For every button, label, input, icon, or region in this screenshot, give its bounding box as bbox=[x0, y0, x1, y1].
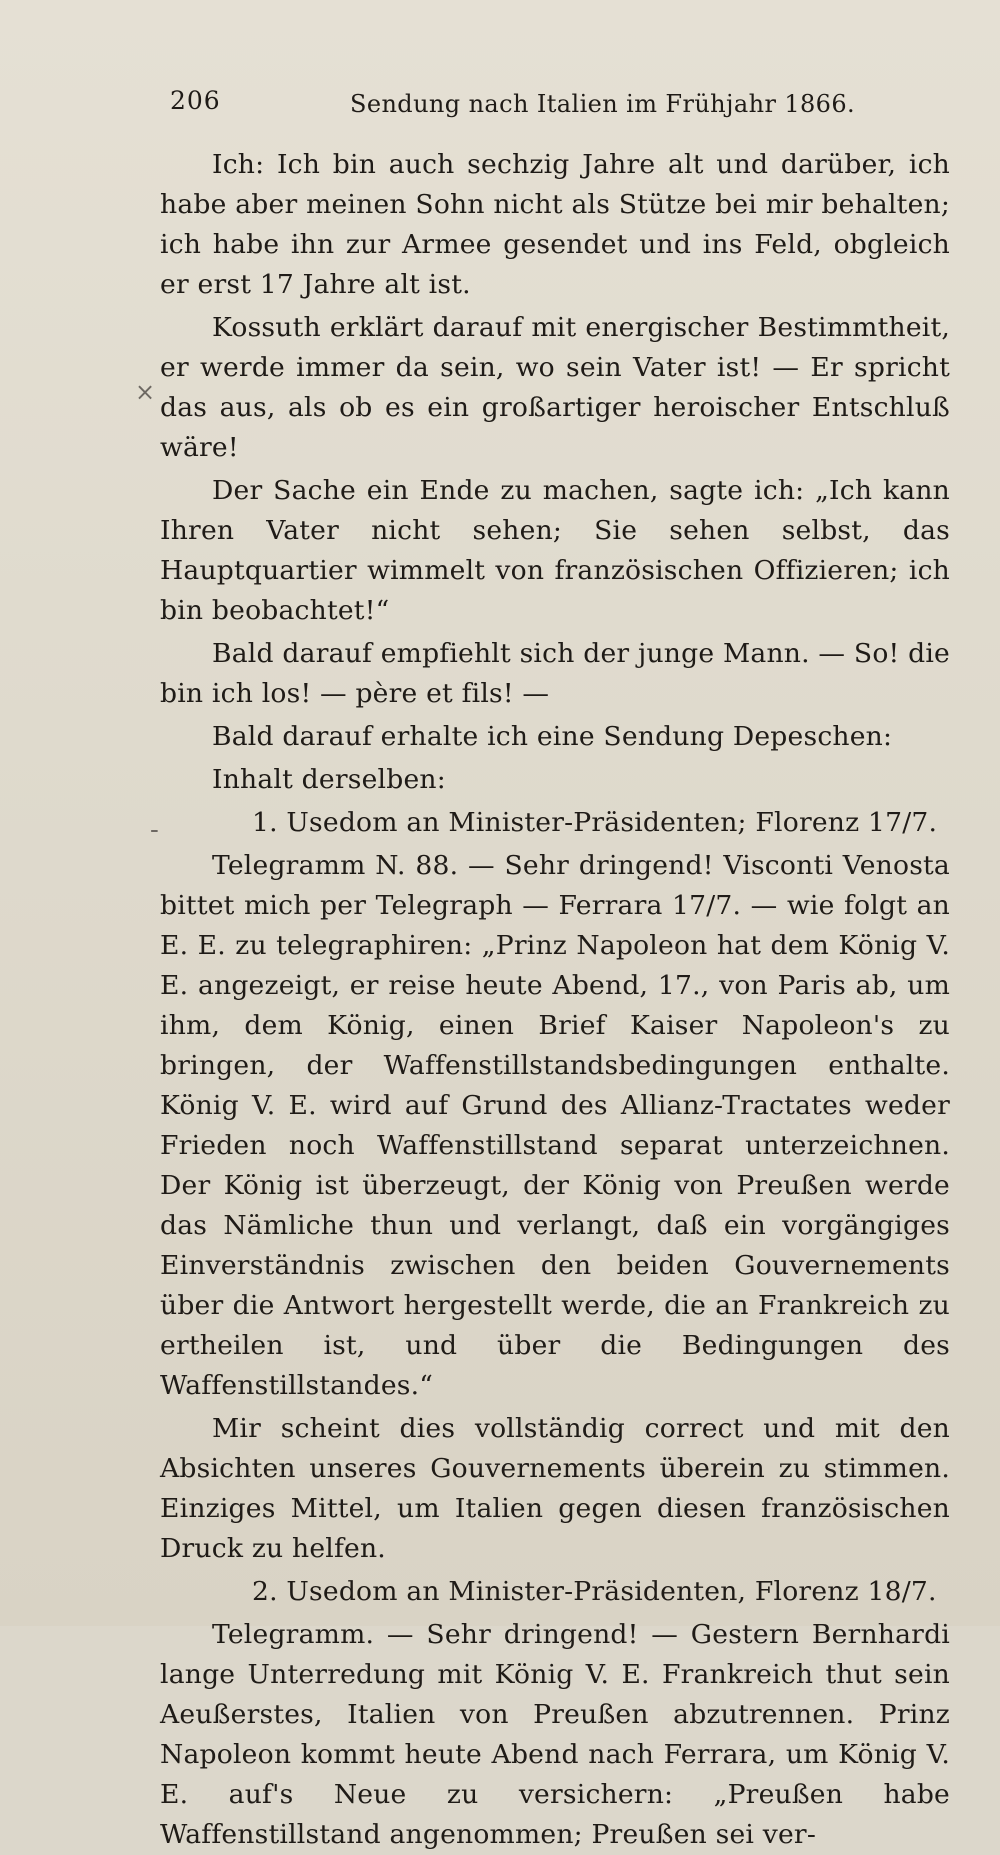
paragraph-depeschen: Bald darauf erhalte ich eine Sendung Depeschen: bbox=[212, 721, 893, 752]
paragraph-sache-ende: Der Sache ein Ende zu machen, sagte ich: „Ich kann Ihren Vater nicht sehen; Sie sehen selbst, das Hauptquartier wimmelt von französischen Offizieren; ich bin beobachtet!“ bbox=[160, 475, 950, 626]
paragraph-ich-antwort: Ich: Ich bin auch sechzig Jahre alt und darüber, ich habe aber meinen Sohn nicht als Stütze bei mir behalten; ich habe ihn zur Armee gesendet und ins Feld, obgleich er erst 17 Jahre alt ist. bbox=[160, 149, 950, 300]
page-header bbox=[170, 86, 930, 126]
paragraph-kossuth: Kossuth erklärt darauf mit energischer Bestimmtheit, er werde immer da sein, wo sein Vater ist! — Er spricht das aus, als ob es ein großartiger heroischer Entschluß wäre! bbox=[160, 312, 950, 463]
body-text bbox=[160, 145, 950, 1850]
paragraph-inhalt: Inhalt derselben: bbox=[212, 764, 446, 795]
dispatch-text-2: Telegramm. — Sehr dringend! — Gestern Bernhardi lange Unterredung mit König V. E. Frankreich thut sein Aeußerstes, Italien von Preußen abzutrennen. Prinz Napoleon kommt heute Abend nach Ferrara, um König V. E. auf's Neue zu versichern: „Preußen habe Waffenstillstand angenommen; Preußen sei ver- bbox=[160, 1619, 950, 1850]
paragraph-junge-mann: Bald darauf empfiehlt sich der junge Mann. — So! die bin ich los! — père et fils! — bbox=[160, 638, 950, 709]
dispatch-heading-2: 2. Usedom an Minister-Präsidenten, Florenz 18/7. bbox=[252, 1576, 937, 1607]
dispatch-heading-1: 1. Usedom an Minister-Präsidenten; Florenz 17/7. bbox=[252, 807, 938, 838]
running-head: Sendung nach Italien im Frühjahr 1866. bbox=[350, 90, 856, 118]
dispatch-text-1: Telegramm N. 88. — Sehr dringend! Visconti Venosta bittet mich per Telegraph — Ferrara 17/7. — wie folgt an E. E. zu telegraphiren: „Prinz Napoleon hat dem König V. E. angezeigt, er reise heute Abend, 17., von Paris ab, um ihm, dem König, einen Brief Kaiser Napoleon's zu bringen, der Waffenstillstandsbedingungen enthalte. König V. E. wird auf Grund des Allianz-Tractates weder Frieden noch Waffenstillstand separat unterzeichnen. Der König ist überzeugt, der König von Preußen werde das Nämliche thun und verlangt, daß ein vorgängiges Einverständnis zwischen den beiden Gouvernements über die Antwort hergestellt werde, die an Frankreich zu ertheilen ist, und über die Bedingungen des Waffenstillstandes.“ bbox=[160, 850, 950, 1401]
paragraph-comment: Mir scheint dies vollständig correct und mit den Absichten unseres Gouvernements überein zu stimmen. Einziges Mittel, um Italien gegen diesen französischen Druck zu helfen. bbox=[160, 1413, 950, 1564]
margin-x-mark: × bbox=[135, 378, 156, 406]
page-number: 206 bbox=[170, 86, 221, 115]
margin-dash-mark: - bbox=[150, 815, 159, 845]
